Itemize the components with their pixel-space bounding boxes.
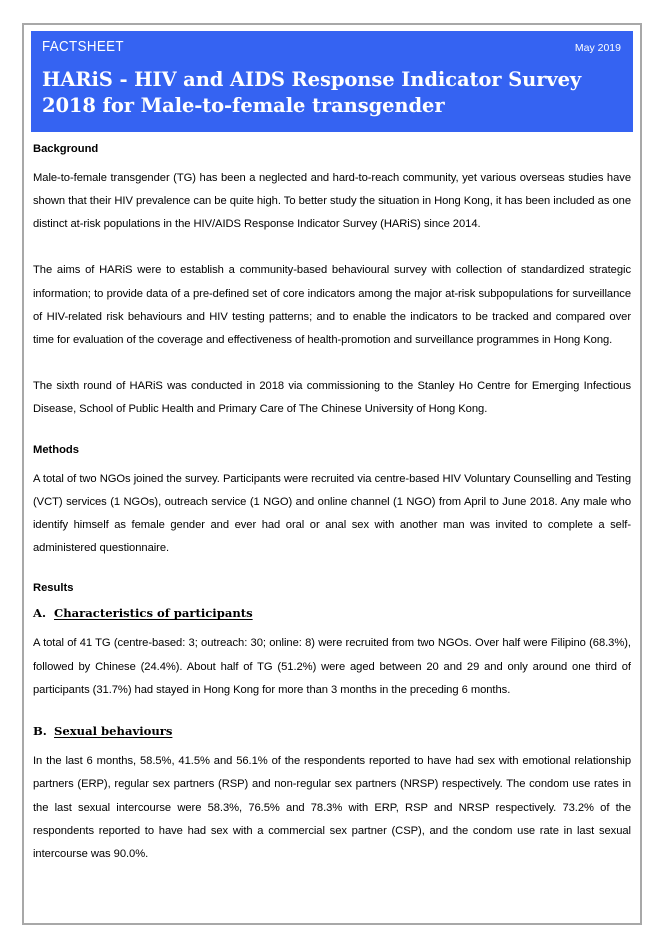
publication-date: May 2019 bbox=[574, 42, 621, 54]
spacer bbox=[33, 738, 631, 750]
document-page bbox=[22, 23, 642, 925]
document-title: HARiS - HIV and AIDS Response Indicator Survey 2018 for Male-to-female transgender bbox=[42, 68, 582, 117]
spacer bbox=[33, 456, 631, 468]
subsection-marker-b: B. bbox=[33, 724, 47, 739]
spacer bbox=[33, 155, 631, 167]
spacer bbox=[33, 702, 631, 724]
spacer bbox=[33, 560, 631, 582]
subsection-b-paragraph: In the last 6 months, 58.5%, 41.5% and 56.1% of the respondents reported to have had sex with emotional relationship partners (ERP), regular sex partners (RSP) and non-regular sex partners (NRSP) respectively. The condom use rates in the last sexual intercourse were 58.3%, 76.5% and 78.3% with ERP, RSP and NRSP respectively. 73.2% of the respondents reported to have had sex with a commercial sex partner (CSP), and the condom use rate in last sexual intercourse was 90.0%. bbox=[33, 755, 631, 860]
document-body bbox=[24, 132, 640, 866]
background-paragraph-2: The aims of HARiS were to establish a community-based behavioural survey with collection of standardized strategic information; to provide data of a pre-defined set of core indicators among the major at-risk subpopulations for surveillance of HIV-related risk behaviours and HIV testing patterns; and to enable the indicators to be tracked and compared over time for evaluation of the coverage and effectiveness of health-promotion and surveillance programmes in Hong Kong. bbox=[33, 264, 631, 347]
section-heading-methods: Methods bbox=[33, 443, 79, 456]
subsection-heading-a bbox=[33, 606, 631, 620]
spacer bbox=[33, 620, 631, 632]
document-header-banner bbox=[31, 31, 633, 132]
methods-paragraph-1: A total of two NGOs joined the survey. Participants were recruited via centre-based HIV Voluntary Counselling and Testing (VCT) services (1 NGOs), outreach service (1 NGO) and online channel (1 NGO) from April to June 2018. Any male who identify himself as female gender and ever had oral or anal sex with another man was invited to complete a self-administered questionnaire. bbox=[33, 472, 631, 555]
section-heading-results: Results bbox=[33, 582, 74, 595]
spacer bbox=[33, 422, 631, 444]
subsection-heading-b bbox=[33, 724, 631, 738]
background-paragraph-3: The sixth round of HARiS was conducted in 2018 via commissioning to the Stanley Ho Centre for Emerging Infectious Disease, School of Public Health and Primary Care of The Chinese University of Hong Kong. bbox=[33, 380, 631, 416]
banner-top-row bbox=[42, 39, 622, 58]
section-heading-background: Background bbox=[33, 142, 99, 155]
spacer bbox=[33, 236, 631, 259]
subsection-marker-a: A. bbox=[33, 606, 47, 621]
factsheet-label: FACTSHEET bbox=[42, 39, 124, 55]
background-paragraph-1: Male-to-female transgender (TG) has been a neglected and hard-to-reach community, yet various overseas studies have shown that their HIV prevalence can be quite high. To better study the situation in Hong Kong, it has been included as one distinct at-risk populations in the HIV/AIDS Response Indicator Survey (HARiS) since 2014. bbox=[33, 171, 631, 231]
subsection-title-b: Sexual behaviours bbox=[54, 724, 173, 739]
subsection-title-a: Characteristics of participants bbox=[54, 606, 253, 621]
subsection-a-paragraph: A total of 41 TG (centre-based: 3; outreach: 30; online: 8) were recruited from two NGOs. Over half were Filipino (68.3%), followed by Chinese (24.4%). About half of TG (51.2%) were aged between 20 and 29 and only around one third of participants (31.7%) had stayed in Hong Kong for more than 3 months in the preceding 6 months. bbox=[33, 637, 631, 696]
spacer bbox=[33, 352, 631, 375]
spacer bbox=[33, 594, 631, 606]
